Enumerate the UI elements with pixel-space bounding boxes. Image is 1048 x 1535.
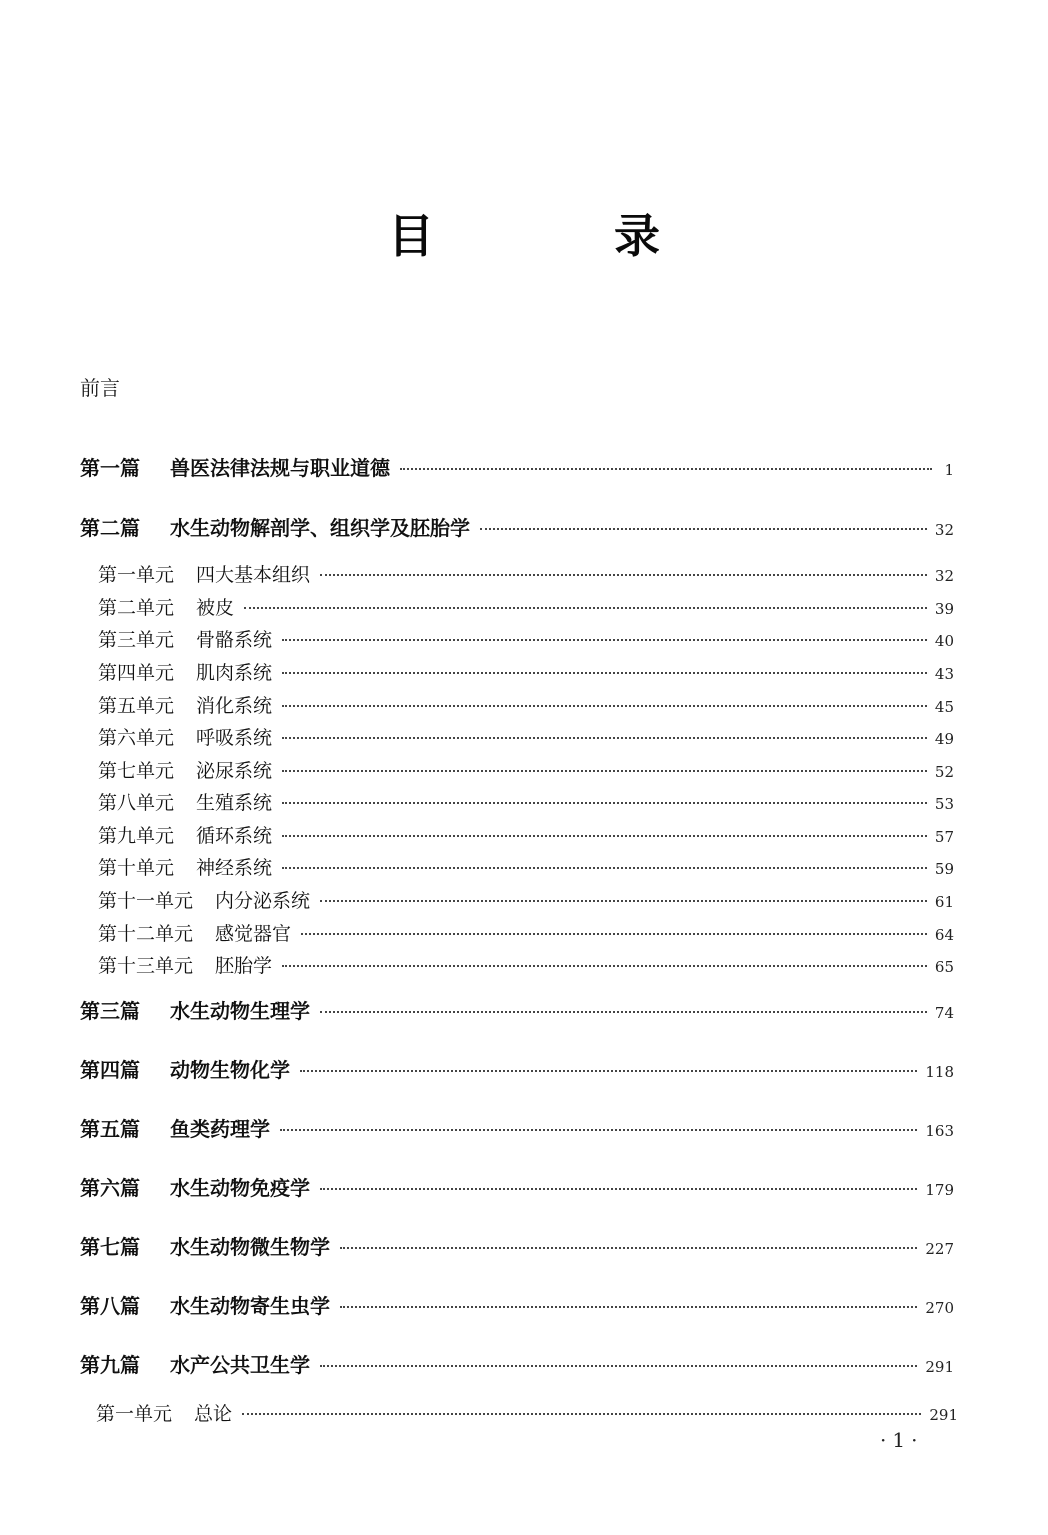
toc-entry-part[interactable] [80, 995, 954, 1024]
entry-title: 水生动物微生物学 [170, 1235, 330, 1259]
dot-leader [320, 574, 927, 576]
entry-page: 179 [925, 1181, 954, 1199]
dot-leader [244, 607, 927, 609]
toc-entry-part[interactable] [80, 1231, 954, 1260]
entry-number: 第二篇 [80, 516, 140, 540]
entry-title: 水产公共卫生学 [170, 1353, 310, 1377]
entry-title: 兽医法律法规与职业道德 [170, 456, 390, 480]
entry-number: 第六篇 [80, 1176, 140, 1200]
entry-number: 第一篇 [80, 456, 140, 480]
toc-entry-part[interactable] [80, 1054, 954, 1083]
dot-leader [282, 802, 927, 804]
entry-title: 动物生物化学 [170, 1058, 290, 1082]
toc-entry-unit[interactable] [98, 593, 954, 620]
toc-entry-unit[interactable] [98, 658, 954, 685]
entry-number: 第三篇 [80, 999, 140, 1023]
toc-entry-part[interactable] [80, 1290, 954, 1319]
entry-number: 第十二单元 [98, 923, 194, 945]
entry-title: 感觉器官 [215, 923, 292, 945]
toc-preface: 前言 [80, 376, 120, 400]
entry-title: 水生动物免疫学 [170, 1176, 310, 1200]
entry-page: 64 [934, 926, 954, 944]
entry-number: 第四单元 [98, 662, 175, 684]
dot-leader [282, 867, 927, 869]
entry-title: 神经系统 [196, 857, 273, 879]
entry-page: 1 [944, 461, 954, 479]
toc-entry-unit[interactable] [98, 625, 954, 652]
dot-leader [282, 965, 927, 967]
toc-entry-unit[interactable] [96, 1399, 958, 1426]
entry-title: 骨骼系统 [196, 629, 273, 651]
entry-page: 61 [934, 893, 954, 911]
dot-leader [301, 933, 927, 935]
entry-page: 32 [934, 567, 954, 585]
entry-page: 45 [934, 698, 954, 716]
entry-number: 第四篇 [80, 1058, 140, 1082]
page-title: 目 录 [387, 209, 742, 263]
entry-page: 163 [925, 1122, 954, 1140]
entry-page: 53 [934, 795, 954, 813]
dot-leader [282, 672, 927, 674]
dot-leader [340, 1306, 917, 1308]
toc-entry-unit[interactable] [98, 919, 954, 946]
entry-number: 第十一单元 [98, 890, 194, 912]
entry-page: 39 [934, 600, 954, 618]
entry-page: 57 [934, 828, 954, 846]
dot-leader [320, 900, 927, 902]
dot-leader [320, 1188, 917, 1190]
entry-title: 肌肉系统 [196, 662, 273, 684]
entry-number: 第十三单元 [98, 955, 194, 977]
dot-leader [282, 770, 927, 772]
entry-number: 第五单元 [98, 695, 175, 717]
entry-title: 水生动物寄生虫学 [170, 1294, 330, 1318]
dot-leader [480, 528, 927, 530]
entry-number: 第六单元 [98, 727, 175, 749]
entry-title: 循环系统 [196, 825, 273, 847]
entry-title: 胚胎学 [215, 955, 273, 977]
entry-number: 第十单元 [98, 857, 175, 879]
entry-page: 74 [934, 1004, 954, 1022]
toc-entry-part[interactable] [80, 1113, 954, 1142]
entry-page: 291 [929, 1406, 958, 1424]
entry-page: 43 [934, 665, 954, 683]
entry-number: 第五篇 [80, 1117, 140, 1141]
entry-number: 第八单元 [98, 792, 175, 814]
entry-title: 消化系统 [196, 695, 273, 717]
dot-leader [300, 1070, 917, 1072]
dot-leader [242, 1413, 921, 1415]
entry-page: 40 [934, 632, 954, 650]
entry-page: 59 [934, 860, 954, 878]
toc-entry-unit[interactable] [98, 853, 954, 880]
entry-number: 第一单元 [96, 1403, 173, 1425]
entry-page: 32 [934, 521, 954, 539]
toc-entry-unit[interactable] [98, 788, 954, 815]
entry-title: 被皮 [196, 597, 235, 619]
entry-page: 52 [934, 763, 954, 781]
entry-number: 第三单元 [98, 629, 175, 651]
entry-page: 118 [925, 1063, 954, 1081]
toc-entry-part[interactable] [80, 512, 954, 541]
entry-title: 总论 [194, 1403, 233, 1425]
entry-page: 227 [925, 1240, 954, 1258]
toc-entry-unit[interactable] [98, 723, 954, 750]
dot-leader [340, 1247, 917, 1249]
entry-page: 49 [934, 730, 954, 748]
entry-number: 第七篇 [80, 1235, 140, 1259]
entry-number: 第七单元 [98, 760, 175, 782]
entry-title: 内分泌系统 [215, 890, 311, 912]
entry-number: 第九篇 [80, 1353, 140, 1377]
toc-entry-unit[interactable] [98, 560, 954, 587]
toc-entry-part[interactable] [80, 452, 954, 481]
toc-entry-unit[interactable] [98, 756, 954, 783]
entry-title: 呼吸系统 [196, 727, 273, 749]
entry-title: 四大基本组织 [196, 564, 311, 586]
entry-title: 鱼类药理学 [170, 1117, 270, 1141]
entry-title: 水生动物解剖学、组织学及胚胎学 [170, 516, 470, 540]
entry-title: 泌尿系统 [196, 760, 273, 782]
dot-leader [282, 639, 927, 641]
dot-leader [320, 1011, 927, 1013]
toc-entry-part[interactable] [80, 1172, 954, 1201]
toc-entry-unit[interactable] [98, 821, 954, 848]
entry-title: 水生动物生理学 [170, 999, 310, 1023]
toc-entry-unit[interactable] [98, 886, 954, 913]
entry-title: 生殖系统 [196, 792, 273, 814]
entry-number: 第二单元 [98, 597, 175, 619]
entry-page: 65 [934, 958, 954, 976]
dot-leader [400, 468, 932, 470]
dot-leader [280, 1129, 917, 1131]
entry-page: 270 [925, 1299, 954, 1317]
dot-leader [320, 1365, 917, 1367]
page-number: ·1· [880, 1428, 924, 1452]
toc-entry-unit[interactable] [98, 691, 954, 718]
entry-page: 291 [925, 1358, 954, 1376]
toc-entry-part[interactable] [80, 1349, 954, 1378]
entry-number: 第一单元 [98, 564, 175, 586]
toc-entry-unit[interactable] [98, 951, 954, 978]
dot-leader [282, 737, 927, 739]
entry-number: 第八篇 [80, 1294, 140, 1318]
dot-leader [282, 835, 927, 837]
dot-leader [282, 705, 927, 707]
entry-number: 第九单元 [98, 825, 175, 847]
